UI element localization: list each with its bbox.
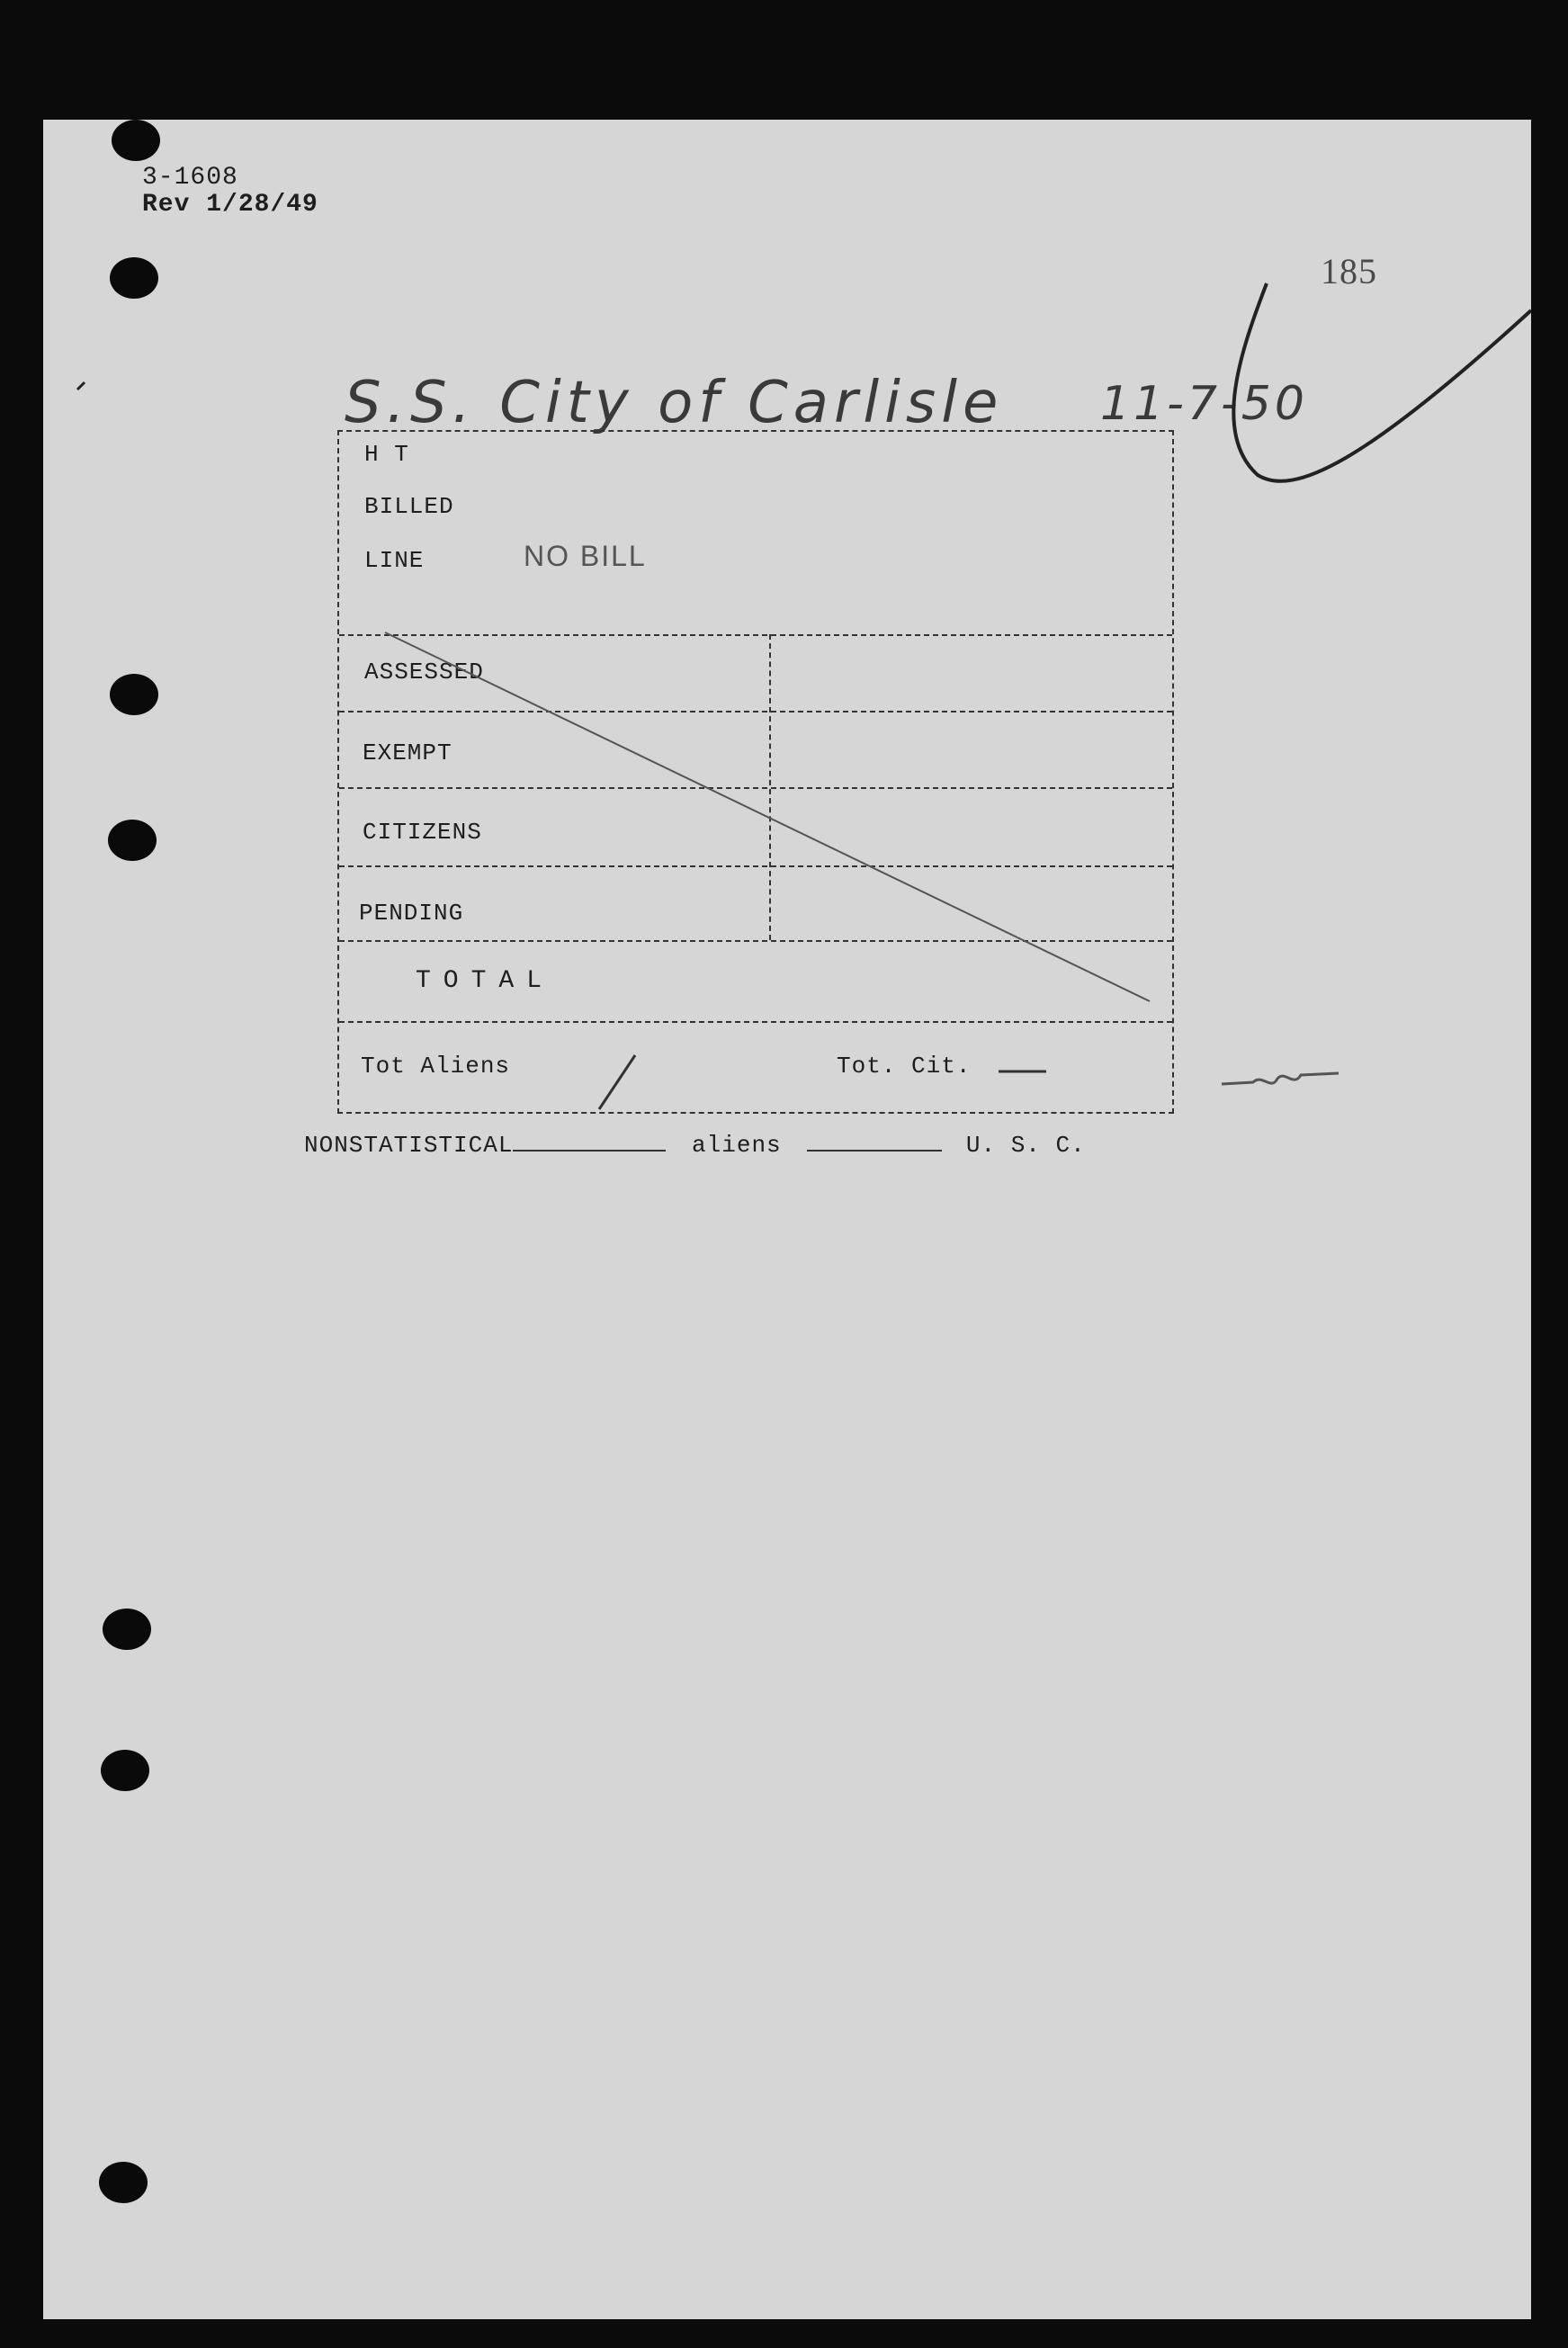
page-number: 185	[1321, 251, 1377, 291]
line-label: LINE	[364, 547, 425, 574]
checkmark-stroke	[1233, 283, 1531, 481]
citizens-label: CITIZENS	[363, 819, 482, 846]
tot-aliens-label: Tot Aliens	[361, 1053, 511, 1080]
pen-marks	[43, 120, 1531, 2319]
cross-out-stroke	[385, 632, 1150, 1001]
usc-label: U. S. C.	[965, 1132, 1086, 1159]
form-revision: Rev 1/28/49	[142, 191, 318, 219]
margin-dot	[77, 382, 85, 390]
tot-aliens-tick	[599, 1055, 635, 1109]
document-page	[43, 120, 1531, 2319]
tot-cit-label: Tot. Cit.	[837, 1053, 972, 1080]
line-value-stamp: NO BILL	[524, 540, 647, 572]
billed-label: BILLED	[364, 493, 454, 520]
pending-label: PENDING	[359, 900, 464, 927]
form-code: 3-1608	[142, 164, 238, 192]
margin-scribble	[1222, 1073, 1339, 1084]
total-label: TOTAL	[416, 967, 555, 995]
aliens-label: aliens	[692, 1132, 782, 1159]
ht-label: H T	[364, 441, 409, 468]
exempt-label: EXEMPT	[363, 739, 452, 766]
assessed-label: ASSESSED	[364, 659, 484, 686]
ship-name: S.S. City of Carlisle	[345, 370, 1004, 436]
nonstatistical-label: NONSTATISTICAL	[304, 1132, 514, 1159]
heading-date: 11-7-50	[1100, 377, 1308, 431]
